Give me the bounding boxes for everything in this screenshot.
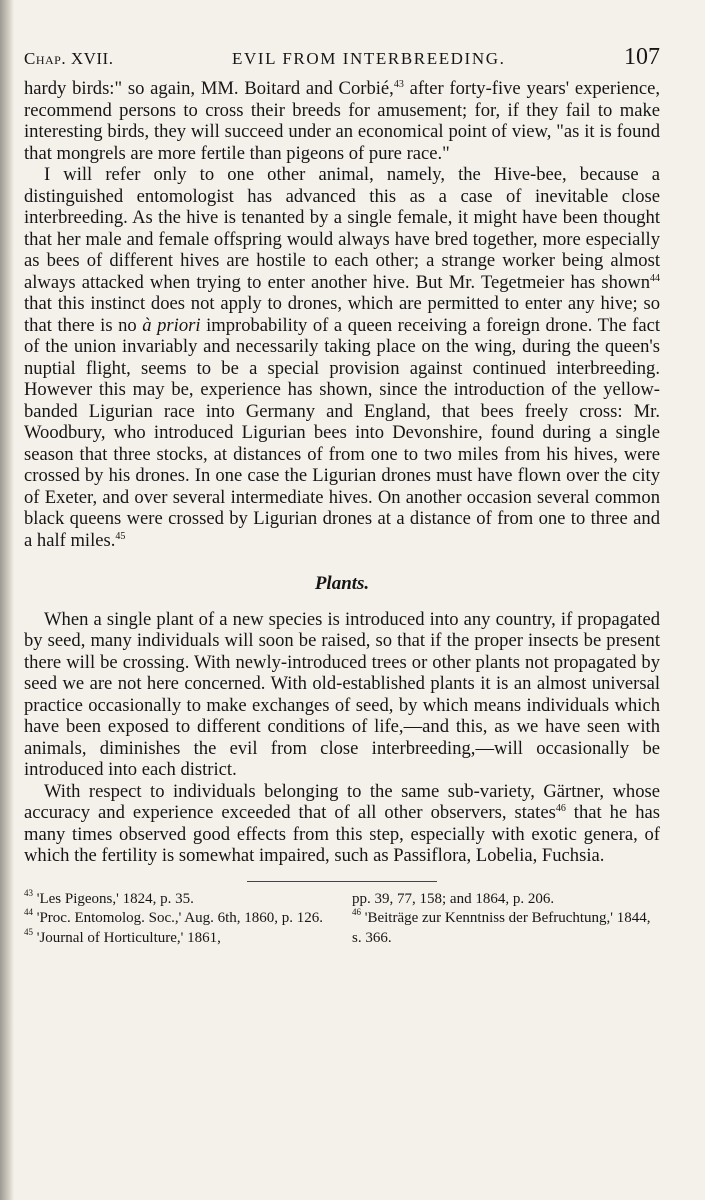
paragraph [24,78,660,164]
footnote-reference: 43 [393,79,404,90]
text-run: after forty-five years' experience, recommend persons to cross their breeds for amusement; for, if they fail to make interesting birds, they will succeed under an economical point of view, "as it is found that mongrels are more fertile than pigeons of pure race." [24,78,660,164]
footnote [352,890,660,910]
text-run: hardy birds:" so again, MM. Boitard and Corbié, [24,78,394,99]
footnote-number: 44 [24,907,33,917]
footnotes [24,887,660,949]
paragraph [24,609,660,781]
footnote [24,926,324,949]
footnote-text: 'Journal of Horticulture,' 1861, [36,929,221,946]
footnote [352,909,660,948]
book-page [24,44,660,948]
text-run: that this instinct does not apply to drones, which are permitted to enter any hive; so that there is no [24,293,660,336]
footnote [24,887,324,910]
running-title: EVIL FROM INTERBREEDING. [232,49,506,68]
footnote-reference: 45 [115,530,126,542]
chapter-label: Chap. XVII. [24,49,114,68]
paragraph [24,164,660,551]
text-run: I will refer only to one other animal, namely, the Hive-bee, because a distinguished entomologist has advanced this as a case of inevitable close interbreeding. As the hive is tenanted by a single female, it might have been thought that her male and female offspring would always have bred together, more especially as bees of different hives are hostile to each other; a strange worker being almost always attacked when trying to enter another hive. But Mr. Tegetmeier has shown [24,164,660,293]
footnote-rule [247,881,437,882]
text-run: that he has many times observed good effects from this step, especially with exotic genera, of which the fertility is somewhat impaired, such as Passiflora, Lobelia, Fuchsia. [24,802,660,866]
text-run: improbability of a queen receiving a foreign drone. The fact of the union invariably and necessarily taking place on the wing, during the queen's nuptial flight, seems to be a special provision against continued interbreeding. However this may be, experience has shown, since the introduction of the yellow-banded Ligurian race into Germany and England, that bees freely cross: Mr. Woodbury, who introduced Ligurian bees into Devonshire, found during a single season that three stocks, at distances of from one to two miles from his hives, were crossed by his drones. In one case the Ligurian drones must have flown over the city of Exeter, and over several intermediate hives. On another occasion several common black queens were crossed by Ligurian drones at a distance of from one to three and a half miles. [24,314,660,551]
page-number: 107 [623,44,660,70]
main-text [24,78,660,867]
footnote-text: 'Beiträge zur Kenntniss der Befruchtung,' 1844, s. 366. [352,910,651,946]
footnote-reference: 44 [650,272,660,284]
footnote-number: 45 [24,926,33,937]
animal-paragraphs [24,78,660,551]
plant-paragraphs [24,609,660,867]
footnote-number: 43 [24,887,33,898]
italic-text: à priori [142,314,201,336]
text-run: When a single plant of a new species is introduced into any country, if propagated by seed, many individuals will soon be raised, so that if the proper insects be present there will be crossing. With newly-introduced trees or other plants not propagated by seed we are not here concerned. With old-established plants it is an almost universal practice occasionally to make exchanges of seed, by which means individuals which have been exposed to different conditions of life,—and this, as we have seen with animals, diminishes the evil from close interbreeding,—will occasionally be introduced into each district. [24,608,660,780]
footnote-reference: 46 [555,803,566,814]
paragraph [24,781,660,867]
footnote-text: 'Les Pigeons,' 1824, p. 35. [36,890,194,907]
footnotes-right-column [352,890,660,949]
running-head [24,44,660,78]
text-run: With respect to individuals belonging to the same sub-variety, Gärtner, whose accuracy and experience exceeded that of all other observers, states [24,780,660,823]
footnote-text: 'Proc. Entomolog. Soc.,' Aug. 6th, 1860, p. 126. [36,910,323,926]
page-gutter-shadow [0,0,14,1200]
footnote [24,909,324,929]
footnotes-left-column [24,887,324,949]
footnote-number: 46 [352,907,361,917]
footnote-text: pp. 39, 77, 158; and 1864, p. 206. [352,890,555,907]
section-heading-plants: Plants. [314,573,370,594]
